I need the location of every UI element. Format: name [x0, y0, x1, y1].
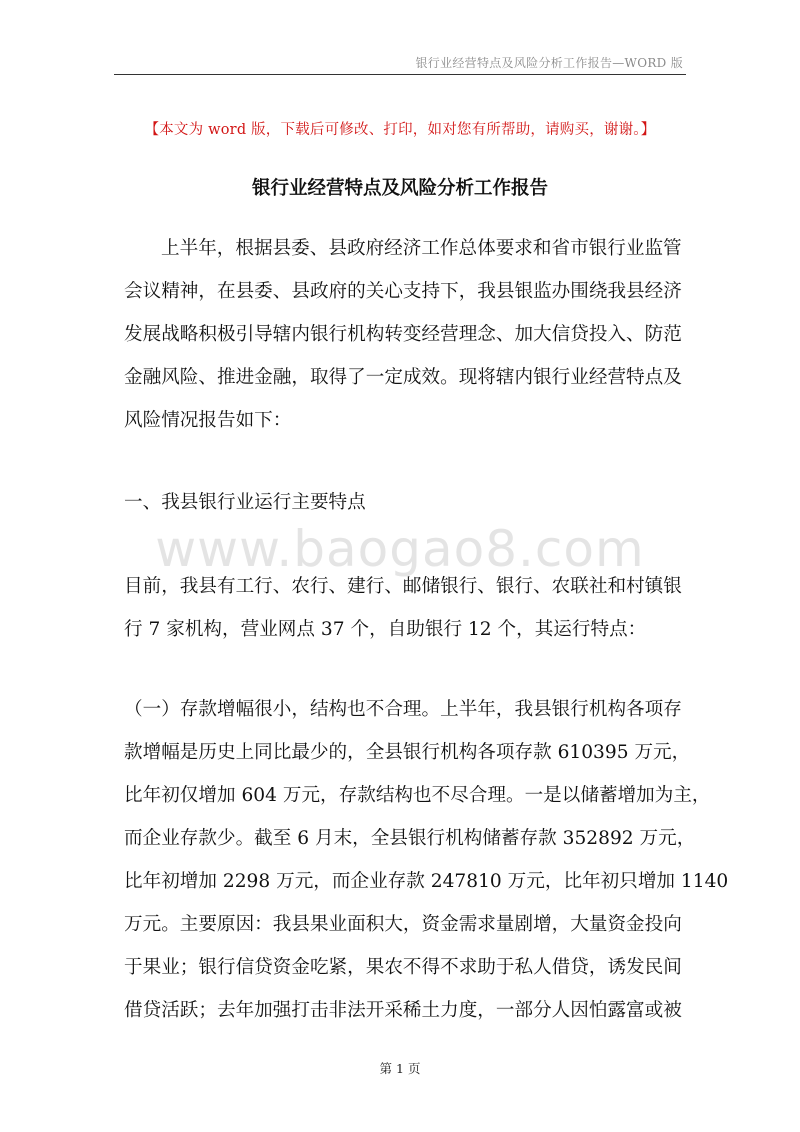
paragraph-line: 会议精神，在县委、县政府的关心支持下，我县银监办围绕我县经济 — [124, 281, 682, 302]
paragraph-line: 借贷活跃；去年加强打击非法开采稀土力度，一部分人因怕露富或被 — [124, 1000, 682, 1021]
paragraph-line: 而企业存款少。截至 6 月末，全县银行机构储蓄存款 352892 万元， — [124, 828, 696, 849]
header-divider — [114, 74, 686, 75]
paragraph-line: 比年初增加 2298 万元，而企业存款 247810 万元，比年初只增加 1140 — [124, 871, 729, 892]
section-heading-text: 一、我县银行业运行主要特点 — [124, 492, 366, 513]
watermark: www.baogao8.com — [155, 520, 645, 578]
paragraph-line: 金融风险、推进金融，取得了一定成效。现将辖内银行业经营特点及 — [124, 367, 682, 388]
paragraph-line: 行 7 家机构，营业网点 37 个，自助银行 12 个，其运行特点： — [124, 619, 647, 640]
paragraph-line: 上半年，根据县委、县政府经济工作总体要求和省市银行业监管 — [161, 238, 682, 259]
intro-paragraph — [124, 227, 684, 442]
running-header: 银行业经营特点及风险分析工作报告—WORD 版 — [415, 56, 683, 70]
paragraph-line: 万元。主要原因：我县果业面积大，资金需求量剧增，大量资金投向 — [124, 914, 682, 935]
deposits-paragraph — [124, 688, 729, 1032]
paragraph-line: 风险情况报告如下： — [124, 410, 292, 431]
paragraph-line: 比年初仅增加 604 万元，存款结构也不尽合理。一是以储蓄增加为主， — [124, 785, 711, 806]
section-heading — [124, 481, 684, 524]
page-number: 第 1 页 — [379, 1061, 421, 1076]
paragraph-line: 目前，我县有工行、农行、建行、邮储银行、银行、农联社和村镇银 — [124, 576, 682, 597]
purchase-notice: 【本文为 word 版，下载后可修改、打印，如对您有所帮助，请购买，谢谢。】 — [144, 122, 656, 138]
institutions-paragraph — [124, 565, 684, 651]
paragraph-line: 款增幅是历史上同比最少的，全县银行机构各项存款 610395 万元， — [124, 742, 691, 763]
document-title: 银行业经营特点及风险分析工作报告 — [251, 178, 548, 199]
paragraph-line: 于果业；银行信贷资金吃紧，果农不得不求助于私人借贷，诱发民间 — [124, 957, 682, 978]
paragraph-line: （一）存款增幅很小，结构也不合理。上半年，我县银行机构各项存 — [124, 699, 682, 720]
paragraph-line: 发展战略积极引导辖内银行机构转变经营理念、加大信贷投入、防范 — [124, 324, 682, 345]
